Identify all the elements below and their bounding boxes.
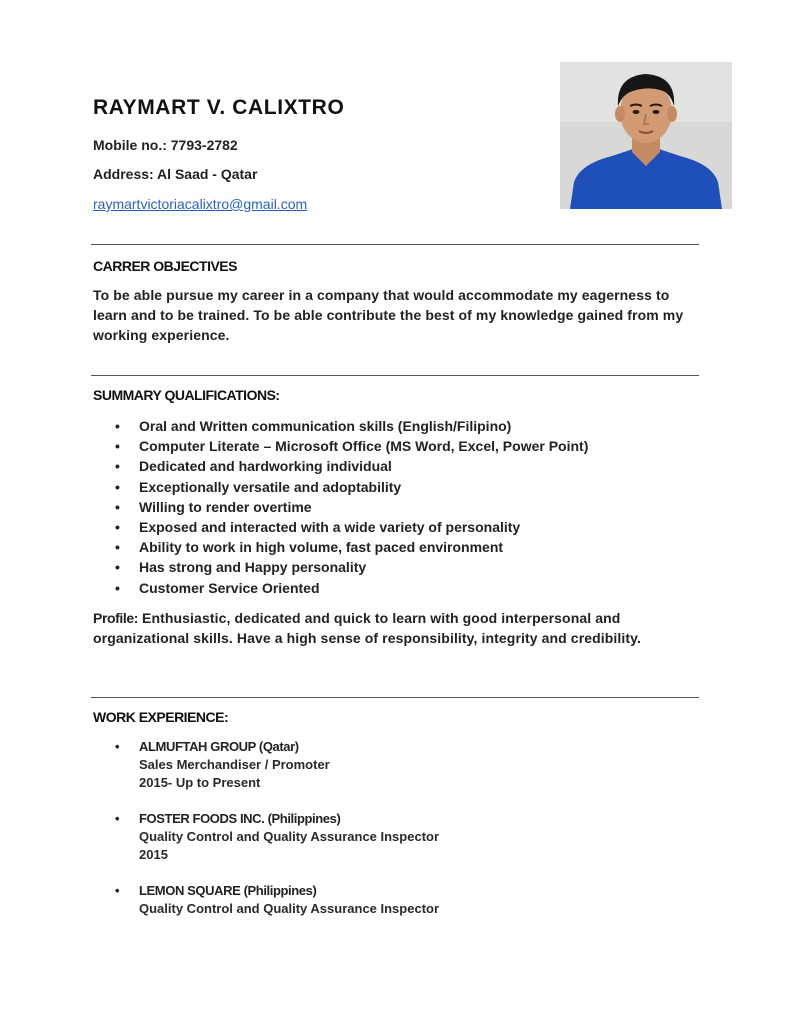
job-company: • ALMUFTAH GROUP (Qatar) (93, 738, 653, 756)
job-role: Sales Merchandiser / Promoter (139, 757, 330, 772)
list-item: • Exceptionally versatile and adoptability (93, 477, 588, 497)
list-item: • Willing to render overtime (93, 497, 588, 517)
objectives-text: To be able pursue my career in a company that would accommodate my eagerness to learn and to be trained. To be able contribute the best of my knowledge gained from my working experience. (93, 287, 684, 343)
job-company: • LEMON SQUARE (Philippines) (93, 882, 653, 900)
section-divider (91, 697, 699, 698)
list-item: • Oral and Written communication skills (English/Filipino) (93, 416, 588, 436)
job-entry (93, 810, 653, 864)
job-role: Quality Control and Quality Assurance Inspector (139, 829, 440, 844)
profile-label: Profile: (93, 610, 139, 626)
profile-photo (560, 62, 732, 209)
list-item: • Exposed and interacted with a wide variety of personality (93, 517, 588, 537)
section-divider (91, 375, 699, 376)
mobile-number: Mobile no.: 7793-2782 (93, 137, 238, 153)
profile-paragraph (93, 608, 693, 648)
work-heading: WORK EXPERIENCE: (93, 709, 229, 725)
list-item: • Has strong and Happy personality (93, 557, 588, 577)
person-portrait-icon (560, 62, 732, 209)
resume-name: RAYMART V. CALIXTRO (93, 96, 345, 119)
profile-text: Enthusiastic, dedicated and quick to learn with good interpersonal and organizational skills. Have a high sense of responsibility, integrity and credibility. (93, 610, 641, 646)
section-divider (91, 244, 699, 245)
job-entry (93, 738, 653, 792)
list-item: • Customer Service Oriented (93, 578, 588, 598)
email-link[interactable]: raymartvictoriacalixtro@gmail.com (93, 196, 308, 212)
list-item: • Computer Literate – Microsoft Office (MS Word, Excel, Power Point) (93, 436, 588, 456)
qualifications-list (93, 416, 588, 598)
job-period: 2015 (139, 847, 168, 862)
objectives-heading: CARRER OBJECTIVES (93, 258, 237, 274)
list-item: • Dedicated and hardworking individual (93, 456, 588, 476)
job-role: Quality Control and Quality Assurance Inspector (139, 901, 440, 916)
address: Address: Al Saad - Qatar (93, 166, 258, 182)
job-entry (93, 882, 653, 918)
list-item: • Ability to work in high volume, fast paced environment (93, 537, 588, 557)
summary-heading: SUMMARY QUALIFICATIONS: (93, 387, 280, 403)
job-company: • FOSTER FOODS INC. (Philippines) (93, 810, 653, 828)
job-period: 2015- Up to Present (139, 775, 261, 790)
